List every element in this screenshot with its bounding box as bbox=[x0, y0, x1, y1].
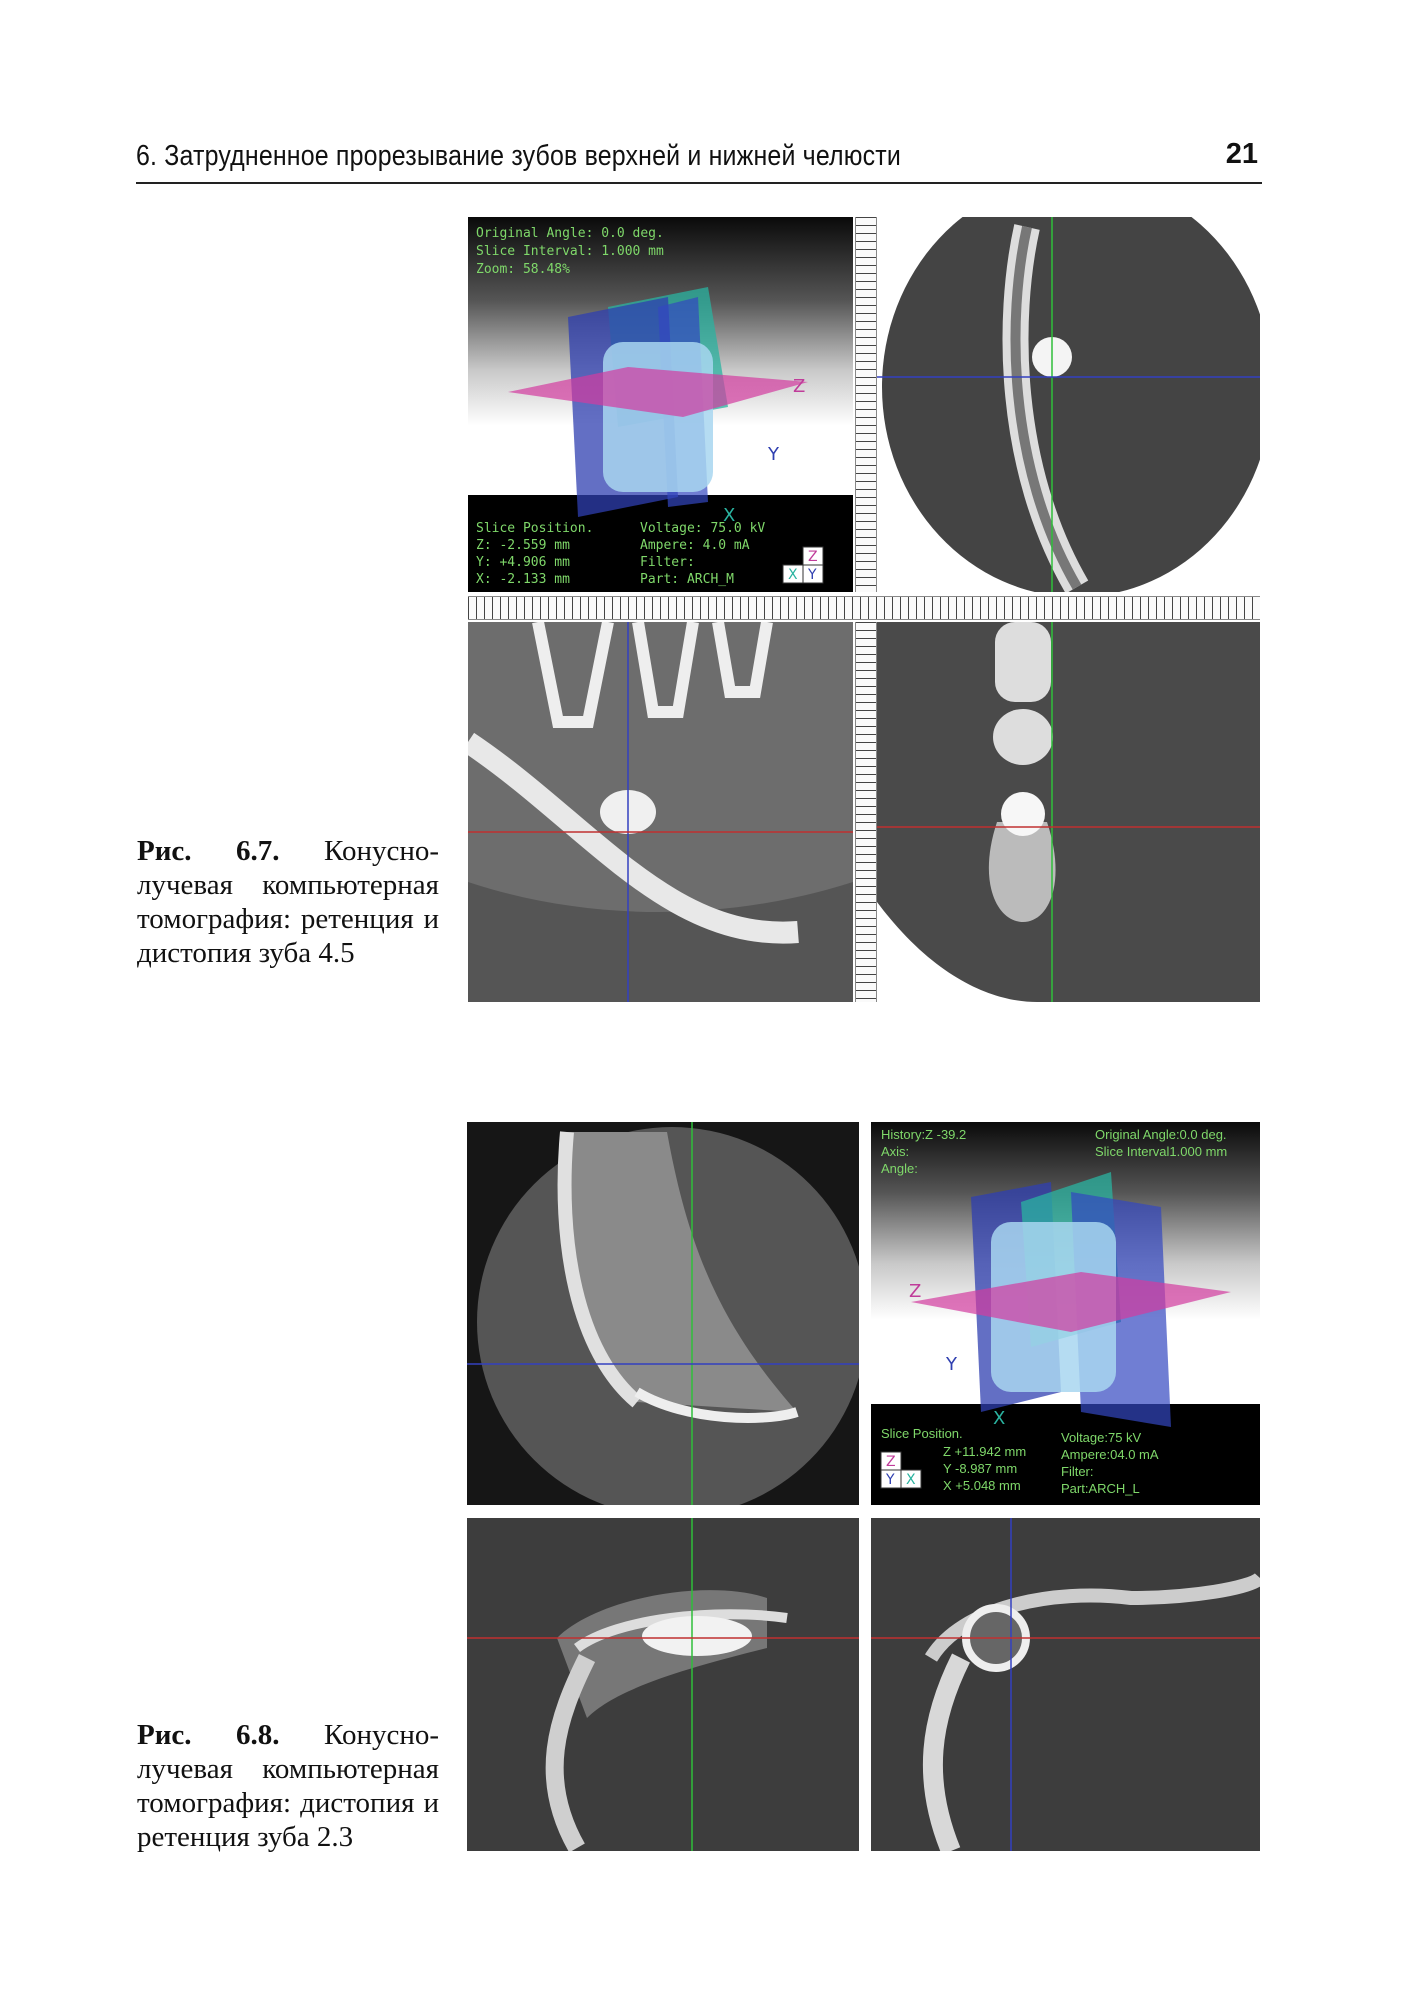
fig68-overlay-line: Slice Interval1.000 mm bbox=[1095, 1144, 1228, 1159]
fig68-tech-line: Filter: bbox=[1061, 1464, 1094, 1479]
fig67-horizontal-ruler bbox=[468, 596, 1260, 620]
fig68-caption-text: Конусно-лучевая компьютерная томография: дистопия и ретенция зуба 2.3 bbox=[137, 1719, 440, 1853]
fig67-overlay-line: Slice Interval: 1.000 mm bbox=[476, 244, 664, 259]
fig67-slice-line: Y: +4.906 mm bbox=[476, 555, 570, 570]
fig67-axial-ct-panel bbox=[877, 217, 1260, 592]
fig68-tech-line: Ampere:04.0 mA bbox=[1061, 1447, 1159, 1462]
fig68-slice-line: Z +11.942 mm bbox=[943, 1444, 1027, 1459]
fig68-axis-y: Y bbox=[946, 1354, 957, 1375]
fig68-overlay-line: Angle: bbox=[881, 1161, 918, 1176]
fig68-3d-view bbox=[871, 1122, 1260, 1505]
fig67-axial-image bbox=[877, 217, 1260, 592]
fig68-axis-z: Z bbox=[909, 1281, 922, 1302]
fig67-overlay-line: Original Angle: 0.0 deg. bbox=[476, 226, 664, 241]
fig67-coronal-ct-panel bbox=[877, 622, 1260, 1002]
fig68-widget-x: X bbox=[906, 1472, 916, 1488]
fig68-caption-label: Рис. 6.8. bbox=[137, 1719, 280, 1751]
fig68-axial-ct-panel bbox=[467, 1122, 859, 1505]
fig67-widget-x: X bbox=[788, 567, 798, 583]
fig67-tech-line: Voltage: 75.0 kV bbox=[640, 521, 766, 536]
fig68-tech-line: Part:ARCH_L bbox=[1061, 1481, 1140, 1496]
fig67-panoramic-image bbox=[468, 622, 853, 1002]
fig68-3d-orientation-panel bbox=[871, 1122, 1260, 1505]
fig68-coronal-image bbox=[467, 1518, 859, 1851]
fig68-sagittal-ct-panel bbox=[871, 1518, 1260, 1851]
fig68-coronal-ct-panel bbox=[467, 1518, 859, 1851]
fig67-3d-orientation-panel bbox=[468, 217, 853, 592]
fig68-slice-title: Slice Position. bbox=[881, 1426, 963, 1441]
fig67-vertical-ruler-bottom bbox=[855, 622, 877, 1002]
fig68-overlay-line: Original Angle:0.0 deg. bbox=[1095, 1127, 1227, 1142]
fig67-caption-text: Конусно-лучевая компьютерная томография: ретенция и дистопия зуба 4.5 bbox=[137, 835, 440, 969]
fig67-panoramic-ct-panel bbox=[468, 622, 853, 1002]
fig68-overlay-line: Axis: bbox=[881, 1144, 910, 1159]
fig68-sagittal-image bbox=[871, 1518, 1260, 1851]
fig68-slice-line: X +5.048 mm bbox=[943, 1478, 1021, 1493]
fig67-axis-z: Z bbox=[793, 376, 806, 397]
fig67-caption bbox=[137, 834, 439, 970]
running-header bbox=[136, 138, 1262, 184]
fig67-axis-x: X bbox=[723, 505, 736, 526]
fig67-caption-label: Рис. 6.7. bbox=[137, 835, 280, 867]
fig67-axis-y: Y bbox=[768, 444, 779, 465]
fig67-tech-line: Ampere: 4.0 mA bbox=[640, 538, 750, 553]
fig68-overlay-line: History:Z -39.2 bbox=[881, 1127, 967, 1142]
fig67-slice-line: Z: -2.559 mm bbox=[476, 538, 570, 553]
fig67-overlay-line: Zoom: 58.48% bbox=[476, 262, 570, 277]
fig67-slice-line: Slice Position. bbox=[476, 521, 594, 536]
page-number: 21 bbox=[1225, 138, 1258, 170]
fig68-axis-x: X bbox=[993, 1408, 1006, 1429]
fig68-slice-line: Y -8.987 mm bbox=[943, 1461, 1018, 1476]
fig68-widget-z: Z bbox=[886, 1454, 896, 1470]
fig68-widget-y: Y bbox=[886, 1472, 895, 1488]
fig67-vertical-ruler-top bbox=[855, 217, 877, 592]
fig68-tech-line: Voltage:75 kV bbox=[1061, 1430, 1142, 1445]
chapter-title: 6. Затрудненное прорезывание зубов верхней и нижней челюсти bbox=[136, 140, 901, 172]
fig67-3d-view bbox=[468, 217, 853, 592]
fig67-widget-z: Z bbox=[808, 549, 818, 565]
fig67-tech-line: Filter: bbox=[640, 555, 695, 570]
fig68-axial-image bbox=[467, 1122, 859, 1505]
fig67-slice-line: X: -2.133 mm bbox=[476, 572, 570, 587]
fig67-widget-y: Y bbox=[808, 567, 817, 583]
fig67-tech-line: Part: ARCH_M bbox=[640, 572, 734, 587]
fig68-caption bbox=[137, 1718, 439, 1854]
fig67-coronal-image bbox=[877, 622, 1260, 1002]
